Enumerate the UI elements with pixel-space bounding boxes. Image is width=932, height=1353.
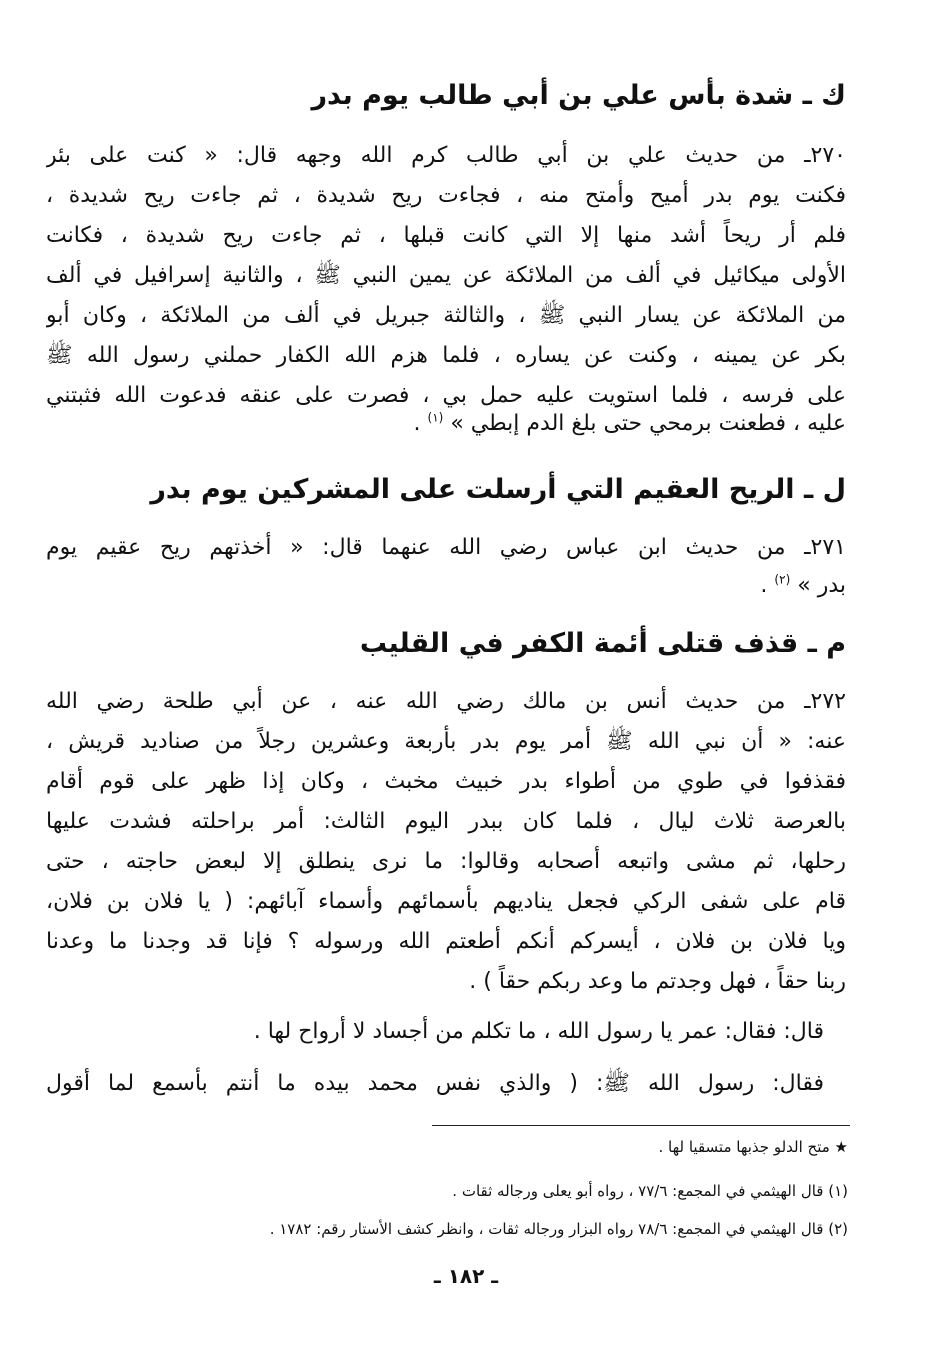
text-line-last: ربنا حقاً ، فهل وجدتم ما وعد ربكم حقاً ) . (469, 969, 846, 994)
section-heading-mim: م ـ قذف قتلى أئمة الكفر في القليب (359, 628, 846, 659)
full-stop: . (413, 411, 421, 436)
text-line: رحلها، ثم مشى واتبعه أصحابه وقالوا: ما نرى ينطلق إلا لبعض حاجته ، حتى (46, 849, 846, 874)
page-number: ـ ١٨٢ ـ (433, 1264, 499, 1288)
text-line: ٢٧٢ـ من حديث أنس بن مالك رضي الله عنه ، عن أبي طلحة رضي الله (46, 689, 846, 714)
footnote-2: (٢) قال الهيثمي في المجمع: ٧٨/٦ رواه البزار ورجاله ثقات ، وانظر كشف الأستار رقم: ١٧٨٢ . (269, 1220, 848, 1238)
text-line: الأولى ميكائيل في ألف من الملائكة عن يمين النبي ﷺ ، والثانية إسرافيل في ألف (46, 263, 846, 288)
text-line: فقال: رسول الله ﷺ: ( والذي نفس محمد بيده ما أنتم بأسمع لما أقول (46, 1071, 824, 1096)
text-line: ٢٧٠ـ من حديث علي بن أبي طالب كرم الله وجهه قال: « كنت على بئر (46, 143, 846, 168)
text-line: ٢٧١ـ من حديث ابن عباس رضي الله عنهما قال: « أخذتهم ريح عقيم يوم (46, 535, 846, 560)
text-line: بالعرصة ثلاث ليال ، فلما كان ببدر اليوم الثالث: أمر براحلته فشدت عليها (46, 809, 846, 834)
text-line: عنه: « أن نبي الله ﷺ أمر يوم بدر بأربعة وعشرين رجلاً من صناديد قريش ، (46, 729, 846, 754)
text-line: فلم أر ريحاً أشد منها إلا التي كانت قبلها ، ثم جاءت ريح شديدة ، فكانت (46, 223, 846, 248)
section-heading-kaf: ك ـ شدة بأس علي بن أبي طالب يوم بدر (311, 80, 846, 111)
text-line: من الملائكة عن يسار النبي ﷺ ، والثالثة جبريل في ألف من الملائكة ، وكان أبو (46, 303, 846, 328)
text-line: بكر عن يمينه ، وكنت عن يساره ، فلما هزم الله الكفار حملني رسول الله ﷺ (46, 343, 846, 368)
text-line-last (414, 404, 846, 444)
text-line: ويا فلان بن فلان ، أيسركم أنكم أطعتم الله ورسوله ؟ فإنا قد وجدنا ما وعدنا (46, 929, 846, 954)
footnote-ref-2: (٢) (774, 572, 791, 587)
text-line: قام على شفى الركي فجعل يناديهم بأسمائهم وأسماء آبائهم: ( يا فلان بن فلان، (46, 889, 846, 914)
text-line-last (760, 566, 846, 606)
text-line-content: عليه ، فطعنت برمحي حتى بلغ الدم إبطي » (450, 411, 846, 436)
text-line-content: بدر » (797, 573, 846, 598)
full-stop: . (760, 573, 768, 598)
text-line: على فرسه ، فلما استويت عليه حمل بي ، فصرت على عنقه فدعوت الله فثبتني (46, 383, 846, 408)
text-line: قال: فقال: عمر يا رسول الله ، ما تكلم من أجساد لا أرواح لها . (253, 1019, 824, 1044)
text-line: فقذفوا في طوي من أطواء بدر خبيث مخبث ، وكان إذا ظهر على قوم أقام (46, 769, 846, 794)
text-line: فكنت يوم بدر أميح وأمتح منه ، فجاءت ريح شديدة ، ثم جاءت ريح شديدة ، (46, 183, 846, 208)
footnote-1: (١) قال الهيثمي في المجمع: ٧٧/٦ ، رواه أبو يعلى ورجاله ثقات . (452, 1182, 848, 1200)
footnote-ref-1: (١) (427, 410, 444, 425)
footnote-divider (432, 1125, 850, 1126)
section-heading-lam: ل ـ الريح العقيم التي أرسلت على المشركين يوم بدر (150, 474, 846, 505)
footnote-star: ★ متح الدلو جذبها متسقيا لها . (658, 1138, 848, 1156)
